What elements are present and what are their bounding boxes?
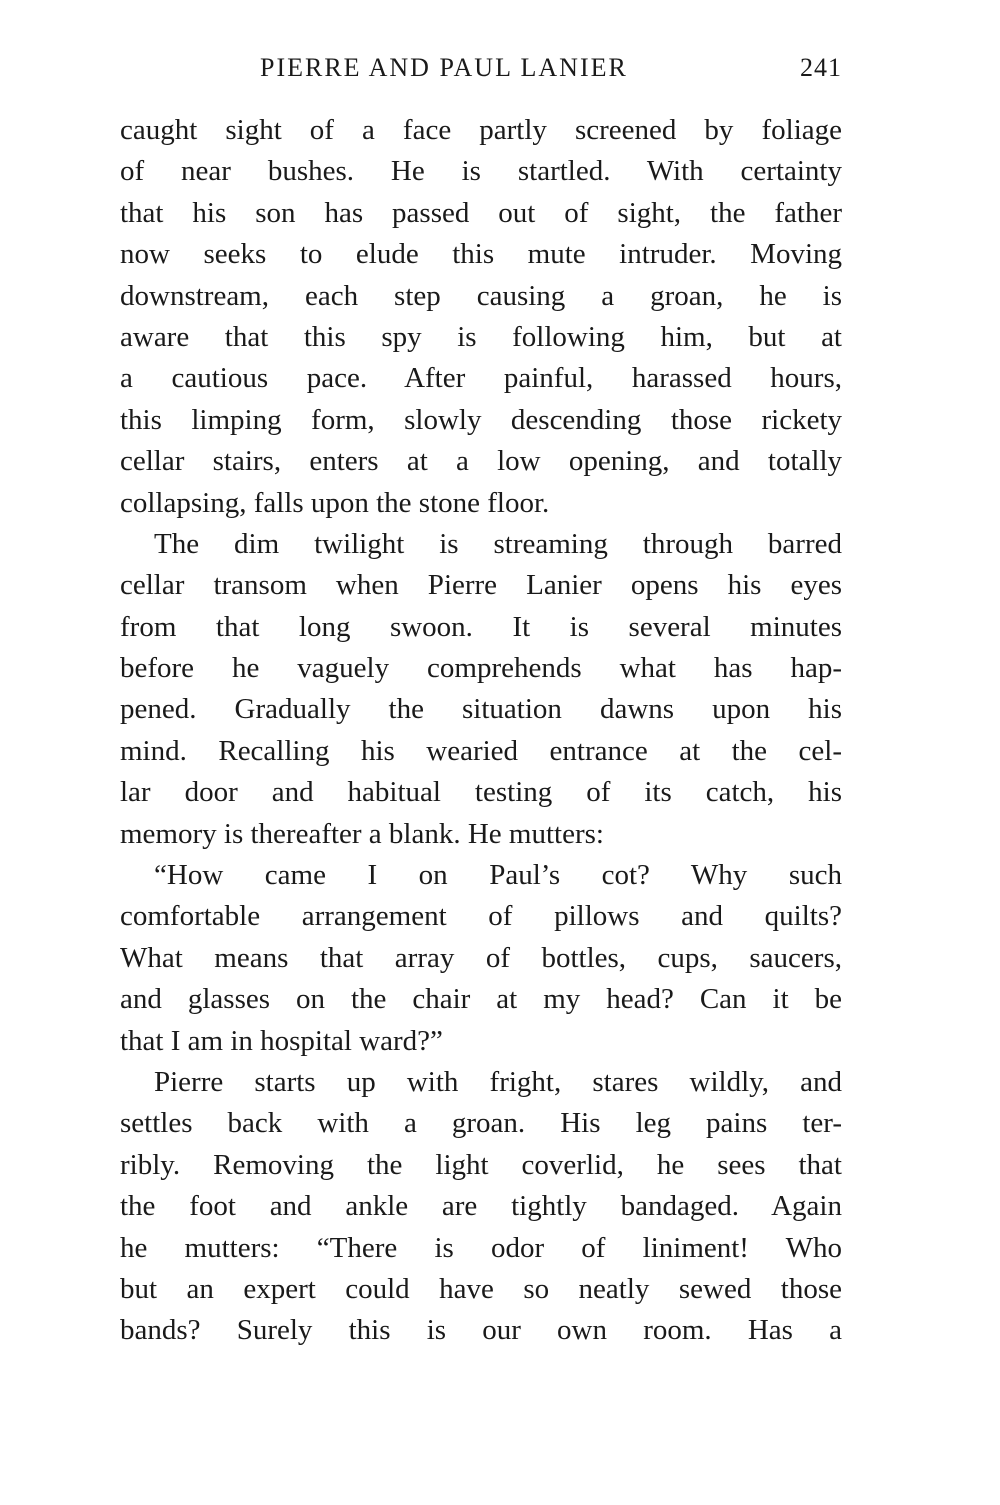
text-line: bands? Surely this is our own room. Has a: [120, 1314, 842, 1347]
text-line: and glasses on the chair at my head? Can it be: [120, 983, 842, 1016]
text-line: downstream, each step causing a groan, he is: [120, 279, 842, 312]
body-text: [120, 110, 842, 1352]
paragraph: [120, 524, 842, 855]
text-line: the foot and ankle are tightly bandaged. Again: [120, 1190, 842, 1223]
text-line: The dim twilight is streaming through barred: [154, 527, 842, 560]
text-line: What means that array of bottles, cups, saucers,: [120, 941, 842, 974]
text-line: cellar transom when Pierre Lanier opens his eyes: [120, 569, 842, 602]
paragraph: [120, 110, 842, 524]
text-line: a cautious pace. After painful, harassed hours,: [120, 362, 842, 395]
text-line: that I am in hospital ward?”: [120, 1024, 443, 1057]
text-line: from that long swoon. It is several minutes: [120, 610, 842, 643]
text-line: settles back with a groan. His leg pains ter-: [120, 1107, 842, 1140]
text-line: cellar stairs, enters at a low opening, and totally: [120, 445, 842, 478]
text-line: collapsing, falls upon the stone floor.: [120, 486, 550, 519]
page-number: 241: [800, 53, 842, 82]
text-line: aware that this spy is following him, but at: [120, 320, 842, 353]
text-line: pened. Gradually the situation dawns upon his: [120, 693, 842, 726]
text-line: before he vaguely comprehends what has hap-: [120, 652, 842, 685]
text-line: of near bushes. He is startled. With certainty: [120, 155, 842, 188]
running-title: PIERRE AND PAUL LANIER: [260, 53, 628, 82]
text-line: caught sight of a face partly screened by foliage: [120, 114, 842, 146]
text-line: ribly. Removing the light coverlid, he sees that: [120, 1148, 842, 1181]
paragraph: [120, 855, 842, 1062]
text-line: memory is thereafter a blank. He mutters:: [120, 817, 604, 850]
text-line: lar door and habitual testing of its catch, his: [120, 776, 842, 809]
text-line: that his son has passed out of sight, the father: [120, 196, 842, 229]
text-line: comfortable arrangement of pillows and quilts?: [120, 900, 842, 933]
text-line: now seeks to elude this mute intruder. Moving: [120, 238, 842, 271]
paragraph: [120, 1062, 842, 1352]
text-line: but an expert could have so neatly sewed those: [120, 1272, 842, 1305]
running-head: [120, 50, 842, 86]
text-line: Pierre starts up with fright, stares wildly, and: [154, 1065, 842, 1098]
text-line: mind. Recalling his wearied entrance at the cel-: [120, 734, 842, 767]
text-line: “How came I on Paul’s cot? Why such: [154, 859, 842, 892]
text-line: he mutters: “There is odor of liniment! Who: [120, 1231, 842, 1264]
text-line: this limping form, slowly descending those rickety: [120, 403, 842, 436]
